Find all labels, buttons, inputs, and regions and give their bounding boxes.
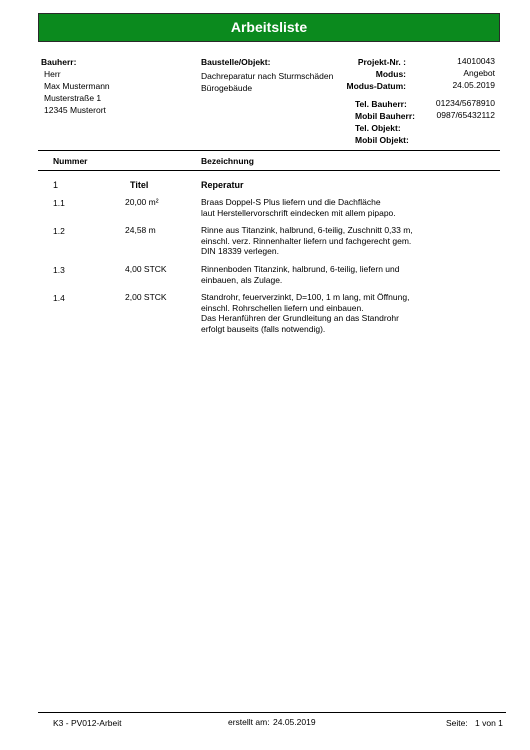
mobil-bauherr-value: 0987/65432112	[436, 110, 495, 120]
row-number: 1.2	[53, 226, 65, 236]
row-quantity: 2,00 STCK	[125, 292, 167, 302]
column-header-bezeichnung: Bezeichnung	[201, 156, 254, 166]
footer-created-date: 24.05.2019	[273, 717, 316, 727]
section-title: Reperatur	[201, 180, 244, 190]
bauherr-line: Max Mustermann	[44, 81, 110, 91]
modus-datum-label: Modus-Datum:	[346, 81, 406, 91]
row-number: 1.4	[53, 293, 65, 303]
bauherr-line: Musterstraße 1	[44, 93, 102, 103]
baustelle-label: Baustelle/Objekt:	[201, 57, 271, 67]
mobil-bauherr-label: Mobil Bauherr:	[355, 111, 415, 121]
row-description: Standrohr, feuerverzinkt, D=100, 1 m lang, mit Öffnung, einschl. Rohrschellen liefern und einbauen. Das Heranführen der Grundleitung an das Standrohr erfolgt bauseits (falls notwendig).	[201, 292, 410, 334]
tel-bauherr-value: 01234/5678910	[435, 98, 495, 108]
row-quantity: 4,00 STCK	[125, 264, 167, 274]
footer-rule	[38, 712, 506, 713]
footer-document-code: K3 - PV012-Arbeit	[53, 718, 122, 728]
row-number: 1.1	[53, 198, 65, 208]
footer-created-label: erstellt am:	[228, 717, 270, 727]
footer-page-label: Seite:	[446, 718, 468, 728]
mobil-objekt-label: Mobil Objekt:	[355, 135, 409, 145]
row-quantity: 24,58 m	[125, 225, 156, 235]
table-header-rule	[38, 170, 500, 171]
row-number: 1.3	[53, 265, 65, 275]
row-quantity: 20,00 m²	[125, 197, 159, 207]
row-description: Rinne aus Titanzink, halbrund, 6-teilig, Zuschnitt 0,33 m, einschl. verz. Rinnenhalter liefern und fachgerecht gem. DIN 18339 verlegen.	[201, 225, 413, 256]
section-number: 1	[53, 180, 59, 190]
baustelle-line: Bürogebäude	[201, 83, 253, 93]
row-description: Braas Doppel-S Plus liefern und die Dachfläche laut Herstellervorschrift eindecken mit allem pipapo.	[201, 197, 396, 218]
bauherr-line: Herr	[44, 69, 61, 79]
projekt-nr-label: Projekt-Nr. :	[357, 57, 406, 67]
page-title: Arbeitsliste	[38, 13, 500, 42]
baustelle-line: Dachreparatur nach Sturmschäden	[201, 71, 334, 81]
footer-page-number: 1 von 1	[475, 718, 503, 728]
bauherr-label: Bauherr:	[41, 57, 77, 67]
tel-objekt-label: Tel. Objekt:	[355, 123, 401, 133]
table-top-rule	[38, 150, 500, 151]
column-header-nummer: Nummer	[53, 156, 88, 166]
modus-datum-value: 24.05.2019	[452, 80, 495, 90]
tel-bauherr-label: Tel. Bauherr:	[355, 99, 407, 109]
bauherr-line: 12345 Musterort	[44, 105, 106, 115]
modus-value: Angebot	[463, 68, 495, 78]
row-description: Rinnenboden Titanzink, halbrund, 6-teilig, liefern und einbauen, als Zulage.	[201, 264, 400, 285]
modus-label: Modus:	[375, 69, 406, 79]
projekt-nr-value: 14010043	[457, 56, 495, 66]
section-qty: Titel	[130, 180, 149, 190]
